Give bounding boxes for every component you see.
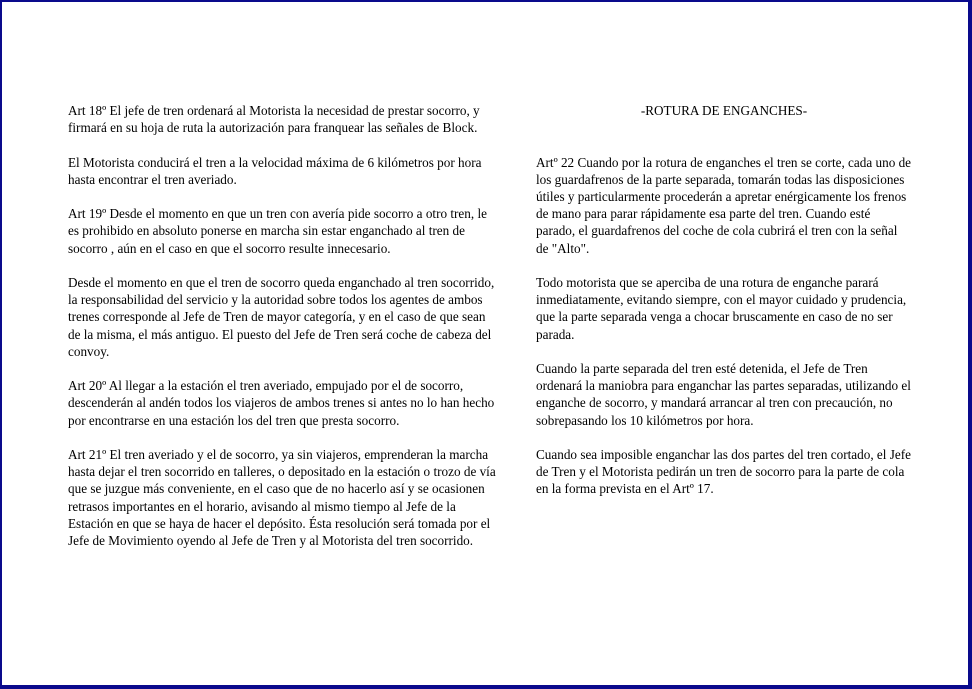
left-column: [68, 102, 498, 566]
paragraph-reconnect: Cuando la parte separada del tren esté detenida, el Jefe de Tren ordenará la maniobra para enganchar las partes separadas, utilizando el enganche de socorro, y mandará arrancar al tren con precaución, no sobrepasando los 10 kilómetros por hora.: [536, 361, 911, 428]
paragraph-motorista-stop: Todo motorista que se aperciba de una rotura de enganche parará inmediatamente, evitando siempre, con el mayor cuidado y prudencia, que la parte separada venga a chocar bruscamente en caso de no ser parada.: [536, 275, 907, 342]
paragraph-art-18: Art 18º El jefe de tren ordenará al Motorista la necesidad de prestar socorro, y firmará en su hoja de ruta la autorización para franquear las señales de Block.: [68, 103, 480, 136]
paragraph-responsibility: Desde el momento en que el tren de socorro queda enganchado al tren socorrido, la responsabilidad del servicio y la autoridad sobre todos los agentes de ambos trenes corresponde al Jefe de Tren de mayor categoría, y en el caso de que sean de la misma, el más antiguo. El puesto del Jefe de Tren será coche de cabeza del convoy.: [68, 274, 495, 359]
paragraph-art-21: Art 21º El tren averiado y el de socorro, ya sin viajeros, emprenderan la marcha hasta dejar el tren socorrido en talleres, o depositado en la estación o trozo de vía que se juzgue más conveniente, en el caso que de no hacerlo así y se ocasionen retrasos importantes en el horario, avisando al mismo tiempo al Jefe de la Estación en que se haya de hacer el depósito. Ésta resolución será tomada por el Jefe de Movimiento oyendo al Jefe de Tren y al Motorista del tren socorrido.: [68, 446, 496, 548]
paragraph-art-22: Artº 22 Cuando por la rotura de enganches el tren se corte, cada uno de los guardafrenos de la parte separada, tomarán todas las disposiciones útiles y particularmente procederán a apretar enérgicamente los frenos de mano para parar rápidamente esa parte del tren. Cuando esté parado, el guardafrenos del coche de cola cubrirá el tren con la señal de "Alto".: [536, 154, 912, 256]
paragraph-art-19: Art 19º Desde el momento en que un tren con avería pide socorro a otro tren, le es prohibido en absoluto ponerse en marcha sin estar enganchado al tren de socorro , aún en el caso en que el socorro resulte innecesario.: [68, 206, 487, 256]
right-column: [536, 102, 912, 515]
paragraph-motorista-speed: El Motorista conducirá el tren a la velocidad máxima de 6 kilómetros por hora hasta encontrar el tren averiado.: [68, 154, 482, 187]
section-heading: -ROTURA DE ENGANCHES-: [640, 103, 808, 118]
paragraph-art-20: Art 20º Al llegar a la estación el tren averiado, empujado por el de socorro, descenderán al andén todos los viajeros de ambos trenes si antes no lo han hecho por encontrarse en una estación los del tren que presta socorro.: [68, 378, 495, 428]
paragraph-impossible-coupling: Cuando sea imposible enganchar las dos partes del tren cortado, el Jefe de Tren y el Motorista pedirán un tren de socorro para la parte de cola en la forma prevista en el Artº 17.: [536, 447, 911, 497]
